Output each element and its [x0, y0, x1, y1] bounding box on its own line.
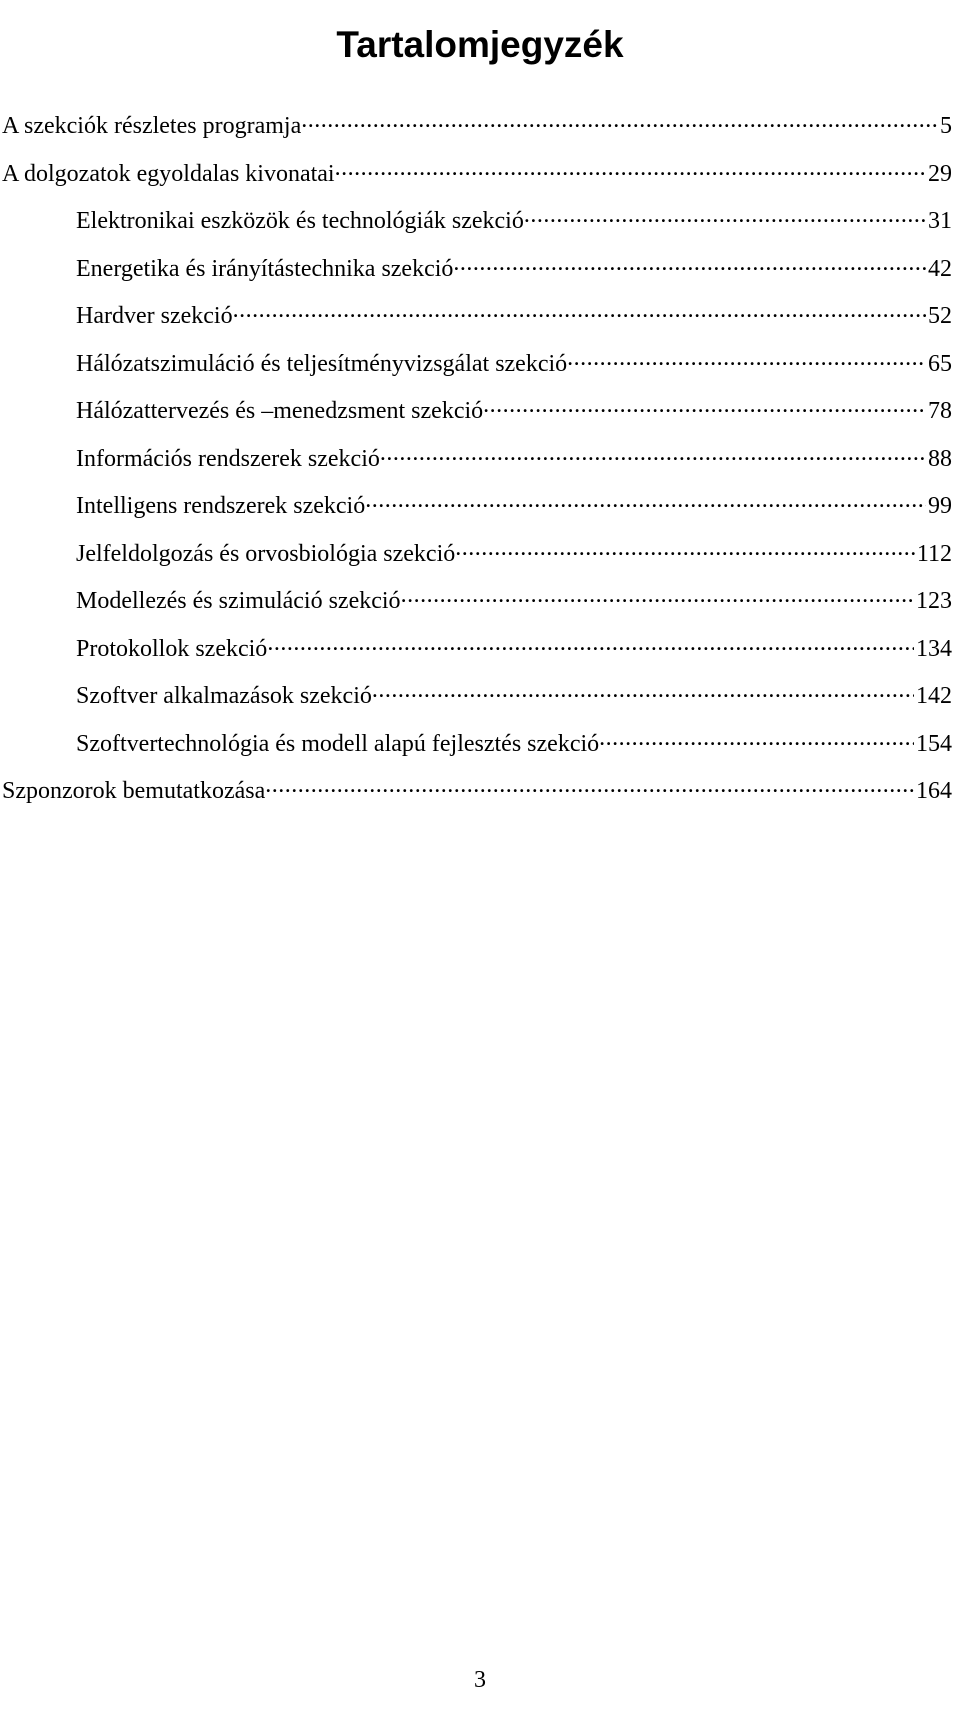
toc-entry-label: Elektronikai eszközök és technológiák szekció: [76, 208, 524, 234]
toc-entry-page: 123: [916, 588, 952, 614]
toc-entry[interactable]: [0, 345, 952, 393]
toc-entry-page: 31: [928, 208, 952, 234]
toc-entry-label: Hardver szekció: [76, 303, 233, 329]
toc-entry-label: Protokollok szekció: [76, 635, 268, 662]
toc-entry-page: 99: [928, 493, 952, 519]
toc-entry-page: 78: [928, 398, 952, 424]
toc-entry-page: 154: [916, 730, 952, 757]
toc-entry-page: 65: [928, 350, 952, 377]
toc-entry[interactable]: [0, 440, 952, 488]
toc-dot-leader: [380, 440, 926, 466]
toc-entry[interactable]: [0, 630, 952, 678]
toc-entry-page: 52: [928, 303, 952, 329]
toc-entry-label: Szoftver alkalmazások szekció: [76, 683, 372, 709]
toc-entry-label: A szekciók részletes programja: [2, 113, 302, 139]
toc-dot-leader: [335, 155, 926, 181]
toc-dot-leader: [265, 772, 914, 798]
toc-entry-label: Szoftvertechnológia és modell alapú fejlesztés szekció: [76, 730, 600, 757]
toc-dot-leader: [365, 487, 926, 513]
toc-entry-label: Hálózattervezés és –menedzsment szekció: [76, 398, 484, 424]
toc-entry[interactable]: [0, 107, 952, 155]
toc-entry-label: Intelligens rendszerek szekció: [76, 493, 366, 519]
toc-dot-leader: [233, 297, 926, 323]
toc-dot-leader: [483, 392, 926, 418]
toc-dot-leader: [524, 202, 926, 228]
toc-entry[interactable]: [0, 772, 952, 820]
toc-dot-leader: [301, 107, 938, 133]
toc-dot-leader: [401, 582, 914, 608]
toc-entry-label: Hálózatszimuláció és teljesítményvizsgálat szekció: [76, 350, 568, 377]
toc-entry-page: 29: [928, 160, 952, 187]
page-title: Tartalomjegyzék: [336, 23, 624, 65]
toc-entry-page: 112: [916, 540, 952, 567]
toc-entry-page: 5: [940, 113, 952, 139]
page-number: 3: [474, 1667, 486, 1693]
toc-dot-leader: [599, 725, 914, 751]
toc-entry-page: 42: [928, 255, 952, 282]
toc-entry[interactable]: [0, 535, 952, 583]
toc-entry[interactable]: [0, 202, 952, 250]
toc-entry-label: Energetika és irányítástechnika szekció: [76, 255, 454, 282]
toc-entry[interactable]: [0, 582, 952, 630]
toc-entry-label: A dolgozatok egyoldalas kivonatai: [2, 160, 335, 187]
toc-entry[interactable]: [0, 487, 952, 535]
toc-entry[interactable]: [0, 677, 952, 725]
toc-entry-page: 142: [916, 683, 952, 709]
toc-entry-page: 134: [916, 635, 952, 662]
toc-dot-leader: [453, 250, 926, 276]
toc-dot-leader: [372, 677, 914, 703]
toc-dot-leader: [567, 345, 926, 371]
toc-entry[interactable]: [0, 297, 952, 345]
table-of-contents: [0, 107, 952, 820]
toc-entry[interactable]: [0, 155, 952, 203]
toc-entry-label: Jelfeldolgozás és orvosbiológia szekció: [76, 540, 456, 567]
toc-entry-label: Információs rendszerek szekció: [76, 445, 380, 472]
toc-entry-page: 88: [928, 445, 952, 472]
toc-entry[interactable]: [0, 250, 952, 298]
toc-entry-label: Modellezés és szimuláció szekció: [76, 588, 401, 614]
toc-dot-leader: [455, 535, 915, 561]
toc-entry[interactable]: [0, 392, 952, 440]
toc-entry-page: 164: [916, 778, 952, 804]
toc-dot-leader: [267, 630, 914, 656]
toc-entry[interactable]: [0, 725, 952, 773]
toc-entry-label: Szponzorok bemutatkozása: [2, 778, 266, 804]
